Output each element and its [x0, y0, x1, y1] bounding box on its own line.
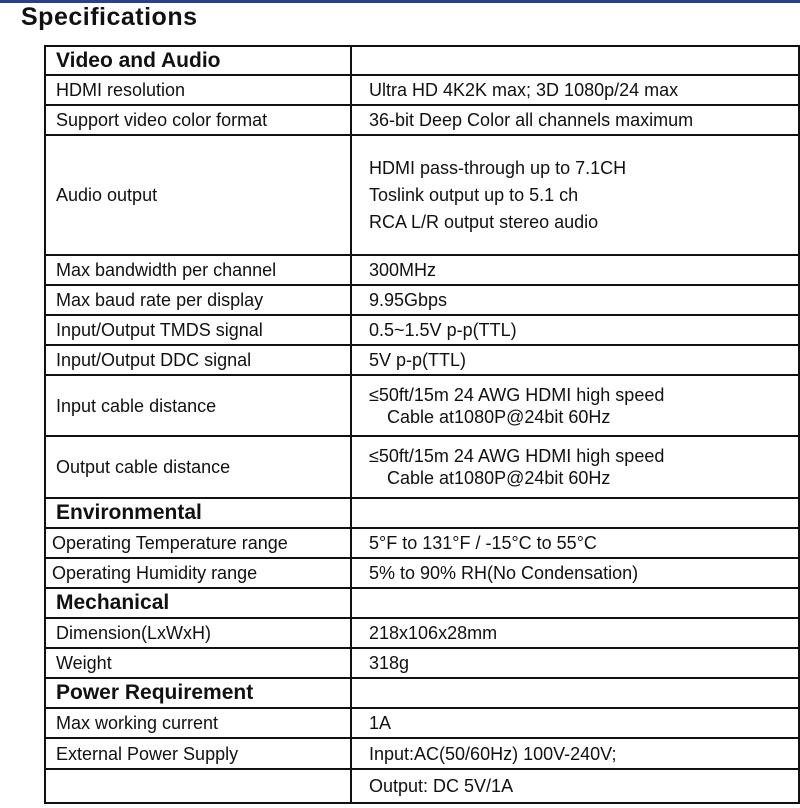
- spec-value: [351, 375, 799, 436]
- value-line: Cable at1080P@24bit 60Hz: [387, 468, 611, 488]
- table-row: [45, 769, 799, 803]
- spec-label: External Power Supply: [45, 738, 351, 769]
- spec-label: Input cable distance: [45, 375, 351, 436]
- spec-label: Dimension(LxWxH): [45, 618, 351, 648]
- table-row: [45, 105, 799, 135]
- table-row: [45, 375, 799, 436]
- spec-label: Max baud rate per display: [45, 285, 351, 315]
- section-row-power: [45, 678, 799, 708]
- spec-value: Input:AC(50/60Hz) 100V-240V;: [351, 738, 799, 769]
- empty-cell: [351, 46, 799, 75]
- table-row: [45, 618, 799, 648]
- empty-cell: [351, 498, 799, 528]
- table-row: [45, 255, 799, 285]
- spec-value: 218x106x28mm: [351, 618, 799, 648]
- spec-value: 5°F to 131°F / -15°C to 55°C: [351, 528, 799, 558]
- spec-value: 300MHz: [351, 255, 799, 285]
- value-line: HDMI pass-through up to 7.1CH: [369, 157, 627, 178]
- table-row: [45, 708, 799, 738]
- empty-cell: [351, 588, 799, 618]
- table-row: [45, 528, 799, 558]
- value-line: ≤50ft/15m 24 AWG HDMI high speed: [369, 446, 665, 466]
- table-row: [45, 738, 799, 769]
- spec-table: [44, 45, 800, 804]
- table-row: [45, 135, 799, 255]
- spec-label: Weight: [45, 648, 351, 678]
- spec-label: Input/Output TMDS signal: [45, 315, 351, 345]
- spec-label: HDMI resolution: [45, 75, 351, 105]
- table-row: [45, 315, 799, 345]
- section-heading: Power Requirement: [45, 678, 351, 708]
- spec-value: 0.5~1.5V p-p(TTL): [351, 315, 799, 345]
- spec-label: Audio output: [45, 135, 351, 255]
- value-line: Toslink output up to 5.1 ch: [369, 184, 579, 205]
- spec-label: Output cable distance: [45, 436, 351, 498]
- spec-value: [351, 436, 799, 498]
- spec-value: [351, 135, 799, 255]
- section-row-mechanical: [45, 588, 799, 618]
- table-row: [45, 75, 799, 105]
- spec-value: 1A: [351, 708, 799, 738]
- empty-cell: [351, 678, 799, 708]
- section-row-environmental: [45, 498, 799, 528]
- section-row-video-audio: [45, 46, 799, 75]
- spec-label: Input/Output DDC signal: [45, 345, 351, 375]
- section-heading: Environmental: [45, 498, 351, 528]
- spec-value: Ultra HD 4K2K max; 3D 1080p/24 max: [351, 75, 799, 105]
- spec-value: 9.95Gbps: [351, 285, 799, 315]
- value-line: Cable at1080P@24bit 60Hz: [387, 406, 611, 427]
- spec-label: Support video color format: [45, 105, 351, 135]
- table-row: [45, 558, 799, 588]
- spec-label: Operating Temperature range: [45, 528, 351, 558]
- spec-value: 318g: [351, 648, 799, 678]
- value-line: ≤50ft/15m 24 AWG HDMI high speed: [369, 384, 665, 405]
- spec-value: 5V p-p(TTL): [351, 345, 799, 375]
- spec-label: [45, 769, 351, 803]
- table-row: [45, 436, 799, 498]
- spec-label: Max bandwidth per channel: [45, 255, 351, 285]
- table-row: [45, 285, 799, 315]
- spec-label: Max working current: [45, 708, 351, 738]
- section-heading: Video and Audio: [45, 46, 351, 75]
- table-row: [45, 345, 799, 375]
- spec-value: 5% to 90% RH(No Condensation): [351, 558, 799, 588]
- section-heading: Mechanical: [45, 588, 351, 618]
- spec-label: Operating Humidity range: [45, 558, 351, 588]
- table-row: [45, 648, 799, 678]
- spec-value: 36-bit Deep Color all channels maximum: [351, 105, 799, 135]
- page-title: Specifications: [21, 3, 198, 31]
- value-line: RCA L/R output stereo audio: [369, 211, 599, 232]
- spec-value: Output: DC 5V/1A: [351, 769, 799, 803]
